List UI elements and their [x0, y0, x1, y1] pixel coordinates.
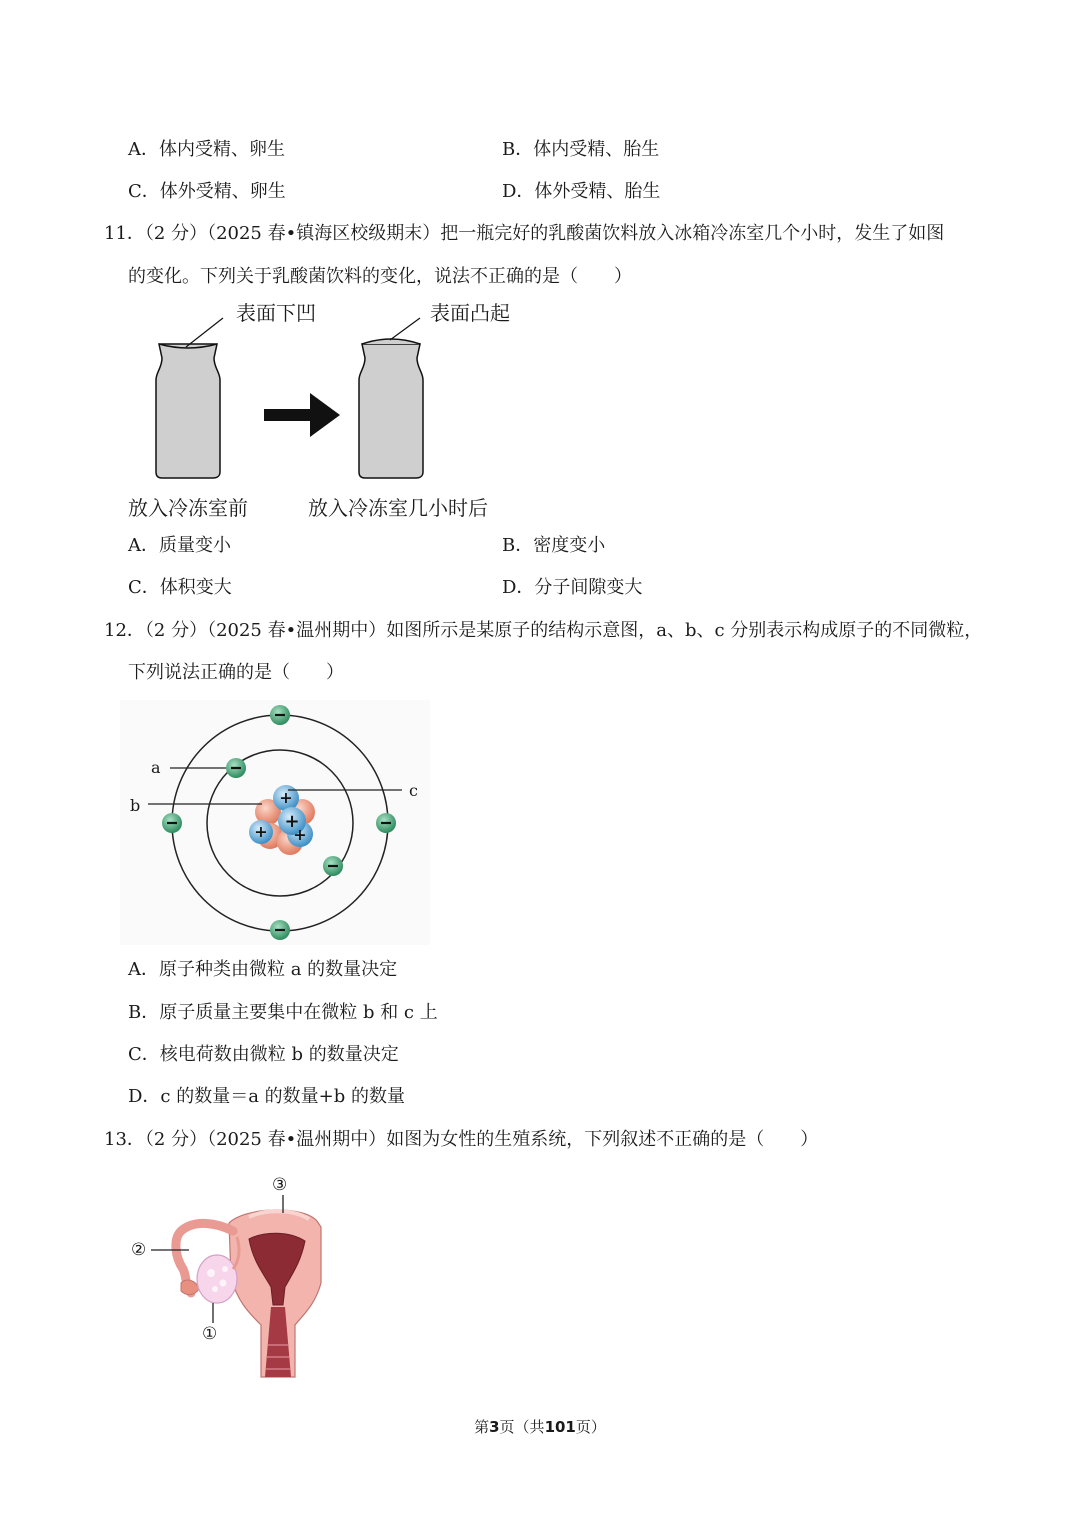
q10-option-a: A．体内受精、卵生	[128, 139, 285, 160]
svg-text:+: +	[284, 811, 300, 832]
svg-text:+: +	[254, 822, 268, 841]
q13-stem-line1: 13．（2 分）（2025 春•温州期中）如图为女性的生殖系统，下列叙述不正确的是（ ）	[104, 1129, 819, 1150]
left-bottle	[156, 318, 223, 478]
footer-suffix: 页）	[575, 1418, 606, 1436]
q12-option-a: A．原子种类由微粒 a 的数量决定	[128, 959, 398, 980]
page-footer	[0, 1416, 1080, 1438]
q12-label-a: a	[151, 758, 161, 777]
footer-mid: 页（共	[499, 1418, 545, 1436]
svg-text:+: +	[293, 825, 307, 844]
q12-stem-line1: 12．（2 分）（2025 春•温州期中）如图所示是某原子的结构示意图，a、b、c 分别表示构成原子的不同微粒，	[104, 620, 983, 641]
q11-label-concave: 表面下凹	[236, 301, 316, 325]
q11-option-b: B．密度变小	[502, 535, 606, 556]
q12-stem-line2: 下列说法正确的是（ ）	[128, 662, 344, 683]
q11-caption-before: 放入冷冻室前	[128, 496, 248, 520]
svg-text:+: +	[279, 788, 293, 807]
q12-option-c: C．核电荷数由微粒 b 的数量决定	[128, 1044, 399, 1065]
q11-stem-line1: 11．（2 分）（2025 春•镇海区校级期末）把一瓶完好的乳酸菌饮料放入冰箱冷冻室几个小时，发生了如图	[104, 223, 945, 244]
q11-option-d: D．分子间隙变大	[502, 577, 643, 598]
reproductive-system-diagram	[125, 1165, 330, 1380]
q11-caption-after: 放入冷冻室几小时后	[308, 496, 488, 520]
q11-label-convex: 表面凸起	[430, 301, 510, 325]
q13-label-1: ①	[202, 1324, 218, 1344]
q11-stem-line2: 的变化。下列关于乳酸菌饮料的变化，说法不正确的是（ ）	[128, 266, 632, 287]
q11-option-a: A．质量变小	[128, 535, 231, 556]
arrow-right-icon	[264, 393, 340, 437]
q12-option-d: D．c 的数量＝a 的数量+b 的数量	[128, 1086, 406, 1107]
q11-option-c: C．体积变大	[128, 577, 232, 598]
atom-diagram	[120, 700, 430, 945]
q10-option-b: B．体内受精、胎生	[502, 139, 660, 160]
total-pages: 101	[544, 1418, 576, 1436]
q10-option-d: D．体外受精、胎生	[502, 181, 661, 202]
q13-label-2: ②	[131, 1240, 147, 1260]
q13-reproductive-figure	[125, 1165, 330, 1380]
q12-label-b: b	[130, 796, 141, 815]
page-number: 3	[489, 1418, 500, 1436]
q10-option-c: C．体外受精、卵生	[128, 181, 286, 202]
footer-prefix: 第	[474, 1418, 490, 1436]
right-bottle	[359, 318, 423, 478]
q13-label-3: ③	[272, 1175, 288, 1195]
q12-label-c: c	[409, 781, 418, 800]
q12-option-b: B．原子质量主要集中在微粒 b 和 c 上	[128, 1002, 438, 1023]
q12-atom-figure	[120, 700, 430, 945]
